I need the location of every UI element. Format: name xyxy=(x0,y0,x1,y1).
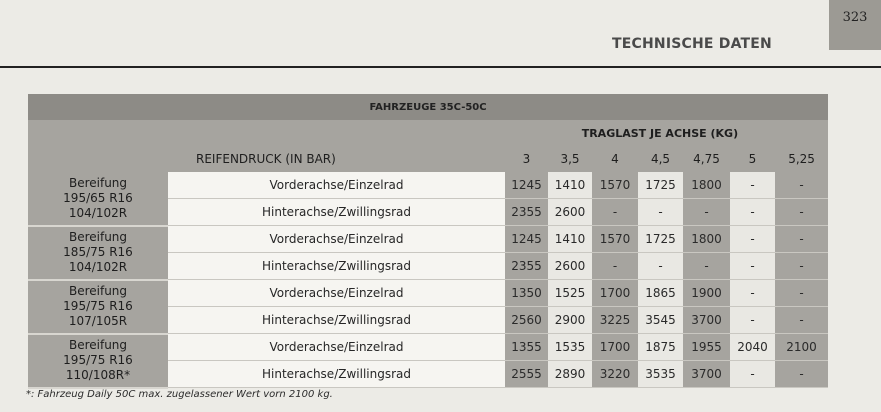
tyre-spec-cell xyxy=(28,334,168,388)
load-value-cell: 1800 xyxy=(683,226,730,253)
load-value-cell: 2890 xyxy=(548,361,592,388)
load-value-cell: - xyxy=(730,307,775,334)
load-value-cell: 2355 xyxy=(505,199,548,226)
load-value-cell: 1875 xyxy=(638,334,683,361)
load-value-cell: 2040 xyxy=(730,334,775,361)
header-rule xyxy=(0,66,881,68)
load-value-cell: 1725 xyxy=(638,172,683,199)
load-value-cell: - xyxy=(730,253,775,280)
load-value-cell: 1955 xyxy=(683,334,730,361)
axle-label: Hinterachse/Zwillingsrad xyxy=(168,253,505,280)
axle-label: Hinterachse/Zwillingsrad xyxy=(168,199,505,226)
section-title: TECHNISCHE DATEN xyxy=(612,36,772,52)
load-value-cell: 1410 xyxy=(548,172,592,199)
table-row xyxy=(28,172,828,199)
pressure-header-cell: 5 xyxy=(730,146,775,172)
load-value-cell: 1800 xyxy=(683,172,730,199)
tyre-spec-line: Bereifung xyxy=(68,175,128,190)
tyre-spec-line: Bereifung xyxy=(68,230,128,244)
axle-label: Vorderachse/Einzelrad xyxy=(168,334,505,361)
table-row xyxy=(28,334,828,361)
load-value-cell: - xyxy=(683,199,730,226)
load-value-cell: 1410 xyxy=(548,226,592,253)
pressure-header-cell: 4,5 xyxy=(638,146,683,172)
traglast-header-row xyxy=(28,120,828,146)
tyre-spec-line: 185/75 R16 xyxy=(63,245,133,259)
axle-label: Hinterachse/Zwillingsrad xyxy=(168,307,505,334)
table-body xyxy=(28,172,828,388)
load-value-cell: 1900 xyxy=(683,280,730,307)
table-row xyxy=(28,226,828,253)
load-value-cell: 3535 xyxy=(638,361,683,388)
load-value-cell: - xyxy=(638,199,683,226)
load-value-cell: 2600 xyxy=(548,199,592,226)
load-value-cell: 2900 xyxy=(548,307,592,334)
page-number: 323 xyxy=(829,0,881,50)
load-value-cell: 3700 xyxy=(683,307,730,334)
load-value-cell: - xyxy=(730,280,775,307)
tyre-spec-line: Bereifung xyxy=(68,284,128,298)
axle-label: Vorderachse/Einzelrad xyxy=(168,280,505,307)
tyre-spec-line: 110/108R* xyxy=(65,368,131,382)
tyre-spec-cell xyxy=(28,280,168,334)
traglast-header: TRAGLAST JE ACHSE (KG) xyxy=(28,120,828,146)
load-value-cell: - xyxy=(730,172,775,199)
pressure-header-cell: 3,5 xyxy=(548,146,592,172)
load-value-cell: 2355 xyxy=(505,253,548,280)
load-value-cell: - xyxy=(775,307,828,334)
pressure-header-row xyxy=(28,146,828,172)
axle-label: Vorderachse/Einzelrad xyxy=(168,172,505,199)
tyre-spec-line: 104/102R xyxy=(68,260,128,274)
load-value-cell: 1570 xyxy=(592,226,638,253)
footnote: *: Fahrzeug Daily 50C max. zugelassener Wert vorn 2100 kg. xyxy=(26,389,333,400)
load-value-cell: - xyxy=(638,253,683,280)
load-value-cell: - xyxy=(775,172,828,199)
load-value-cell: 2600 xyxy=(548,253,592,280)
load-value-cell: - xyxy=(775,361,828,388)
load-value-cell: 1865 xyxy=(638,280,683,307)
table-title-row xyxy=(28,94,828,120)
tyre-spec-cell xyxy=(28,226,168,280)
load-value-cell: - xyxy=(775,253,828,280)
load-value-cell: - xyxy=(775,199,828,226)
load-value-cell: - xyxy=(683,253,730,280)
load-value-cell: - xyxy=(730,199,775,226)
load-value-cell: 2100 xyxy=(775,334,828,361)
load-value-cell: - xyxy=(730,361,775,388)
load-value-cell: 2560 xyxy=(505,307,548,334)
load-value-cell: 3225 xyxy=(592,307,638,334)
load-value-cell: - xyxy=(775,226,828,253)
pressure-header-cell: 3 xyxy=(505,146,548,172)
load-value-cell: - xyxy=(592,199,638,226)
tyre-spec-line: 107/105R xyxy=(68,314,128,328)
pressure-header-cell: 4,75 xyxy=(683,146,730,172)
table-title: FAHRZEUGE 35C-50C xyxy=(28,94,828,120)
load-value-cell: - xyxy=(730,226,775,253)
load-value-cell: 1570 xyxy=(592,172,638,199)
pressure-header-cell: 4 xyxy=(592,146,638,172)
pressure-header-cell: 5,25 xyxy=(775,146,828,172)
tyre-load-table xyxy=(28,94,828,389)
tyre-spec-line: 195/75 R16 xyxy=(63,353,133,367)
axle-label: Hinterachse/Zwillingsrad xyxy=(168,361,505,388)
pressure-label: REIFENDRUCK (IN BAR) xyxy=(28,146,505,172)
load-value-cell: 1245 xyxy=(505,172,548,199)
load-value-cell: - xyxy=(592,253,638,280)
tyre-spec-cell xyxy=(28,172,168,226)
load-value-cell: 3700 xyxy=(683,361,730,388)
tyre-spec-line: Bereifung xyxy=(68,338,128,352)
load-value-cell: 1355 xyxy=(505,334,548,361)
table-row xyxy=(28,280,828,307)
tyre-spec-line: 195/75 R16 xyxy=(63,299,133,313)
load-value-cell: 1700 xyxy=(592,334,638,361)
load-value-cell: 1700 xyxy=(592,280,638,307)
load-value-cell: - xyxy=(775,280,828,307)
load-value-cell: 3220 xyxy=(592,361,638,388)
load-value-cell: 3545 xyxy=(638,307,683,334)
tyre-spec-line: 104/102R xyxy=(68,205,128,220)
load-value-cell: 1535 xyxy=(548,334,592,361)
load-value-cell: 1725 xyxy=(638,226,683,253)
load-value-cell: 2555 xyxy=(505,361,548,388)
axle-label: Vorderachse/Einzelrad xyxy=(168,226,505,253)
load-value-cell: 1350 xyxy=(505,280,548,307)
tyre-spec-line: 195/65 R16 xyxy=(63,190,133,205)
load-value-cell: 1245 xyxy=(505,226,548,253)
load-value-cell: 1525 xyxy=(548,280,592,307)
